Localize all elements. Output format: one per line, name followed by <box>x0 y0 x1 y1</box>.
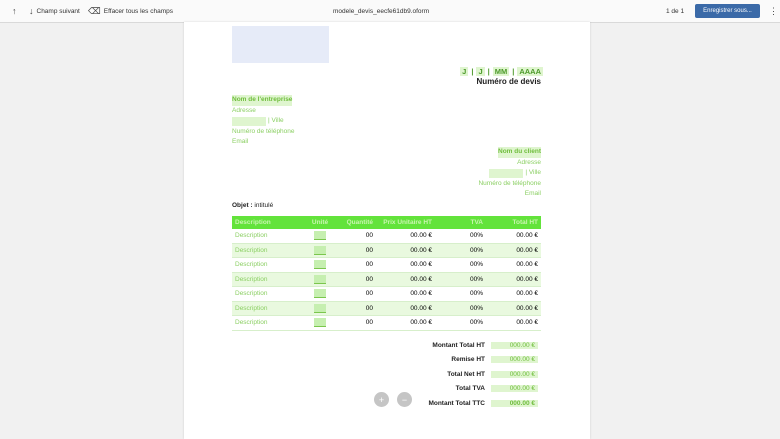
description-field[interactable]: Description <box>235 246 268 254</box>
company-block <box>232 95 295 148</box>
discount-row <box>385 353 538 368</box>
table-row <box>232 258 541 273</box>
date-year[interactable]: AAAA <box>519 66 541 76</box>
unit-input[interactable] <box>314 275 326 284</box>
unit-price-field[interactable]: 00.00 € <box>410 304 432 312</box>
unit-field[interactable] <box>306 316 334 330</box>
quantity-field[interactable]: 00 <box>365 261 373 269</box>
total-ht-label: Montant Total HT <box>432 341 485 349</box>
unit-price-field[interactable]: 00.00 € <box>410 275 432 283</box>
unit-price-field[interactable]: 00.00 € <box>410 290 432 298</box>
unit-field[interactable] <box>306 229 334 243</box>
company-city-field[interactable]: | Ville <box>268 117 284 124</box>
quantity-field[interactable]: 00 <box>365 290 373 298</box>
unit-price-field[interactable]: 00.00 € <box>410 319 432 327</box>
table-header <box>232 216 541 229</box>
unit-input[interactable] <box>314 260 326 269</box>
add-row-button[interactable] <box>374 392 389 407</box>
client-phone-field[interactable]: Numéro de téléphone <box>478 179 541 187</box>
description-field[interactable]: Description <box>235 261 268 269</box>
unit-input[interactable] <box>314 289 326 298</box>
description-field[interactable]: Description <box>235 290 268 298</box>
description-field[interactable]: Description <box>235 304 268 312</box>
total-ht-row <box>385 338 538 353</box>
client-address-field[interactable]: Adresse <box>517 158 541 166</box>
header-total: Total HT <box>512 219 538 226</box>
client-city-field[interactable]: | Ville <box>525 169 541 176</box>
company-city-row <box>232 116 295 127</box>
next-field-label: Champ suivant <box>36 7 80 15</box>
line-total: 00.00 € <box>516 261 538 269</box>
company-email-field[interactable]: Email <box>232 138 249 145</box>
table-row <box>232 273 541 288</box>
unit-input[interactable] <box>314 246 326 255</box>
client-name-field[interactable]: Nom du client <box>498 147 541 158</box>
save-as-button[interactable]: Enregistrer sous... <box>695 4 760 18</box>
vat-total-label: Total TVA <box>455 385 485 393</box>
unit-field[interactable] <box>306 258 334 272</box>
header-unit: Unité <box>311 219 329 226</box>
logo-field[interactable] <box>232 26 329 63</box>
page-indicator <box>666 0 684 22</box>
quantity-field[interactable]: 00 <box>365 246 373 254</box>
remove-row-button[interactable] <box>397 392 412 407</box>
unit-field[interactable] <box>306 244 334 258</box>
object-line <box>232 202 273 209</box>
net-total-row <box>385 367 538 382</box>
header-vat: TVA <box>470 219 483 226</box>
vat-field[interactable]: 00% <box>469 275 483 283</box>
more-options-button[interactable] <box>769 0 778 22</box>
unit-price-field[interactable]: 00.00 € <box>410 246 432 254</box>
quote-document-page <box>184 22 590 439</box>
date-month[interactable]: MM <box>494 66 508 76</box>
company-name-field[interactable]: Nom de l'entreprise <box>232 95 292 106</box>
unit-input[interactable] <box>314 318 326 327</box>
unit-field[interactable] <box>306 273 334 287</box>
header-unit-price: Prix Unitaire HT <box>383 219 432 226</box>
previous-field-button[interactable] <box>12 0 17 22</box>
client-block <box>478 147 541 200</box>
quantity-field[interactable]: 00 <box>365 275 373 283</box>
vat-field[interactable]: 00% <box>469 246 483 254</box>
table-row <box>232 302 541 317</box>
table-row <box>232 316 541 331</box>
discount-label: Remise HT <box>451 356 485 364</box>
client-email-field[interactable]: Email <box>524 190 541 197</box>
clear-fields-button[interactable] <box>88 0 173 22</box>
filename-text: modele_devis_eecfe61db9.oform <box>333 7 430 15</box>
description-field[interactable]: Description <box>235 319 268 327</box>
unit-input[interactable] <box>314 304 326 313</box>
line-total: 00.00 € <box>516 290 538 298</box>
arrow-down-icon: ↓ <box>29 5 34 16</box>
date-day-2[interactable]: J <box>478 66 483 76</box>
unit-field[interactable] <box>306 302 334 316</box>
total-ht-value: 000.00 € <box>491 342 538 349</box>
grand-total-label: Montant Total TTC <box>428 399 485 407</box>
line-total: 00.00 € <box>516 304 538 312</box>
quantity-field[interactable]: 00 <box>365 232 373 240</box>
quote-number-field[interactable]: Numéro de devis <box>476 77 541 86</box>
client-city-row <box>478 168 541 179</box>
arrow-up-icon: ↑ <box>12 5 17 16</box>
next-field-button[interactable] <box>29 0 80 22</box>
date-day-1[interactable]: J <box>462 66 467 76</box>
line-total: 00.00 € <box>516 275 538 283</box>
more-vertical-icon: ⋮ <box>769 5 778 16</box>
unit-price-field[interactable]: 00.00 € <box>410 261 432 269</box>
company-phone-field[interactable]: Numéro de téléphone <box>232 127 295 135</box>
vat-field[interactable]: 00% <box>469 290 483 298</box>
vat-field[interactable]: 00% <box>469 261 483 269</box>
eraser-icon: ⌫ <box>88 5 101 16</box>
company-zip-field[interactable] <box>232 117 266 126</box>
document-filename <box>333 0 429 22</box>
minus-icon: − <box>401 394 408 405</box>
quantity-field[interactable]: 00 <box>365 319 373 327</box>
client-zip-field[interactable] <box>489 169 523 178</box>
table-row <box>232 287 541 302</box>
date-field[interactable]: J | J | MM | AAAA <box>462 66 541 76</box>
vat-total-value: 000.00 € <box>491 385 538 392</box>
company-address-field[interactable]: Adresse <box>232 106 256 114</box>
form-toolbar <box>0 0 780 23</box>
line-total: 00.00 € <box>516 232 538 240</box>
unit-input[interactable] <box>314 231 326 240</box>
page-indicator-text: 1 de 1 <box>666 7 685 15</box>
unit-price-field[interactable]: 00.00 € <box>410 232 432 240</box>
line-total: 00.00 € <box>516 319 538 327</box>
table-row <box>232 244 541 259</box>
line-total: 00.00 € <box>516 246 538 254</box>
vat-field[interactable]: 00% <box>469 319 483 327</box>
vat-field[interactable]: 00% <box>469 304 483 312</box>
discount-value[interactable]: 000.00 € <box>491 356 538 363</box>
plus-icon: + <box>378 394 385 405</box>
vat-field[interactable]: 00% <box>469 232 483 240</box>
clear-fields-label: Effacer tous les champs <box>103 7 173 15</box>
net-total-value: 000.00 € <box>491 371 538 378</box>
header-quantity: Quantité <box>346 219 373 226</box>
items-table <box>232 216 541 331</box>
object-label: Objet : <box>232 202 253 209</box>
object-field[interactable]: intitulé <box>254 202 274 209</box>
unit-field[interactable] <box>306 287 334 301</box>
quantity-field[interactable]: 00 <box>365 304 373 312</box>
header-description: Description <box>235 219 271 226</box>
grand-total-value: 000.00 € <box>491 400 538 407</box>
description-field[interactable]: Description <box>235 275 268 283</box>
description-field[interactable]: Description <box>235 232 268 240</box>
table-row <box>232 229 541 244</box>
net-total-label: Total Net HT <box>447 370 485 378</box>
